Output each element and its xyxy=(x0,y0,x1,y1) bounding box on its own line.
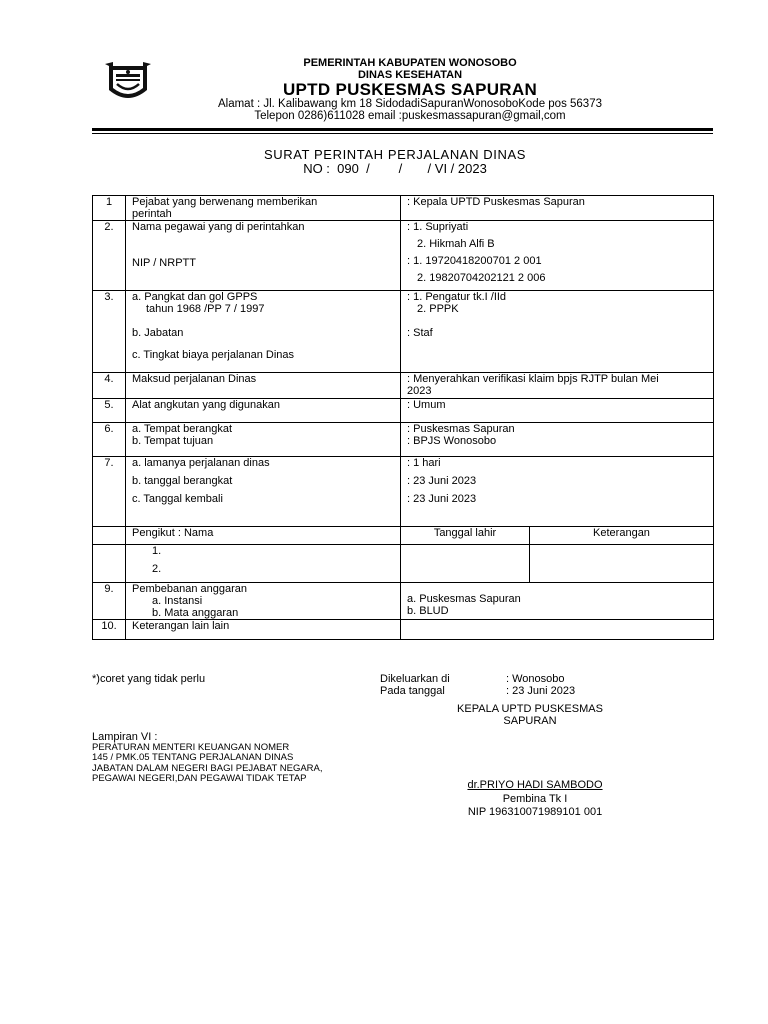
table-row: 3. a. Pangkat dan gol GPPS tahun 1968 /PP 7 / 1997 b. Jabatan c. Tingkat biaya perjalanan Dinas : 1. Pengatur tk.I /IId 2. PPPK : Staf xyxy=(93,291,714,373)
header-government: PEMERINTAH KABUPATEN WONOSOBO xyxy=(303,57,517,69)
issued-date-label: Pada tanggal xyxy=(380,685,445,697)
table-row: 5. Alat angkutan yang digunakan : Umum xyxy=(93,399,714,423)
header-institution: UPTD PUSKESMAS SAPURAN xyxy=(282,80,538,99)
header-phone: Telepon 0286)611028 email :puskesmassapuran@gmail,com xyxy=(254,110,566,122)
table-row: 9. Pembebanan anggaran a. Instansi b. Mata anggaran a. Puskesmas Sapuran b. BLUD xyxy=(93,583,714,620)
attachment-label: Lampiran VI : xyxy=(92,731,158,743)
table-row: 7. a. lamanya perjalanan dinas b. tanggal berangkat c. Tanggal kembali : 1 hari : 23 Juni 2023 : 23 Juni 2023 xyxy=(93,457,714,527)
header-rule-thick xyxy=(92,128,713,131)
issued-at-value: : Wonosobo xyxy=(506,673,565,685)
footnote-coret: *)coret yang tidak perlu xyxy=(92,673,206,685)
table-row: 1 Pejabat yang berwenang memberikan perintah : Kepala UPTD Puskesmas Sapuran xyxy=(93,196,714,221)
table-row: 1. 2. xyxy=(93,545,714,583)
table-row: 4. Maksud perjalanan Dinas : Menyerahkan verifikasi klaim bpjs RJTP bulan Mei 2023 xyxy=(93,373,714,399)
signatory-title: KEPALA UPTD PUSKESMAS xyxy=(457,703,603,715)
travel-order-table xyxy=(92,195,714,640)
signatory-rank: Pembina Tk I xyxy=(502,793,568,805)
header-agency: DINAS KESEHATAN xyxy=(357,69,463,81)
document-title: SURAT PERINTAH PERJALANAN DINAS xyxy=(263,147,527,162)
table-row: 6. a. Tempat berangkat b. Tempat tujuan : Puskesmas Sapuran : BPJS Wonosobo xyxy=(93,423,714,457)
attachment-line: PEGAWAI NEGERI,DAN PEGAWAI TIDAK TETAP xyxy=(92,773,307,784)
attachment-line: PERATURAN MENTERI KEUANGAN NOMER xyxy=(92,742,290,753)
table-row: 2. Nama pegawai yang di perintahkan NIP / NRPTT : 1. Supriyati 2. Hikmah Alfi B : 1. 19720418200701 2 001 2. 19820704202121 2 006 xyxy=(93,221,714,291)
signatory-nip: NIP 196310071989101 001 xyxy=(467,806,603,818)
attachment-line: JABATAN DALAM NEGERI BAGI PEJABAT NEGARA, xyxy=(92,763,323,774)
wonosobo-emblem-icon xyxy=(103,60,153,106)
table-row: Pengikut : Nama Tanggal lahir Keterangan xyxy=(93,527,714,545)
signatory-name: dr.PRIYO HADI SAMBODO xyxy=(467,779,603,791)
issued-at-label: Dikeluarkan di xyxy=(380,673,450,685)
header-address: Alamat : Jl. Kalibawang km 18 SidodadiSapuranWonosoboKode pos 56373 xyxy=(217,98,602,110)
document-number: NO : 090 / / / VI / 2023 xyxy=(303,161,487,176)
header-rule-thin xyxy=(92,133,713,134)
table-row: 10. Keterangan lain lain xyxy=(93,620,714,640)
signatory-title-2: SAPURAN xyxy=(503,715,557,727)
attachment-line: 145 / PMK.05 TENTANG PERJALANAN DINAS xyxy=(92,752,294,763)
issued-date-value: : 23 Juni 2023 xyxy=(506,685,576,697)
